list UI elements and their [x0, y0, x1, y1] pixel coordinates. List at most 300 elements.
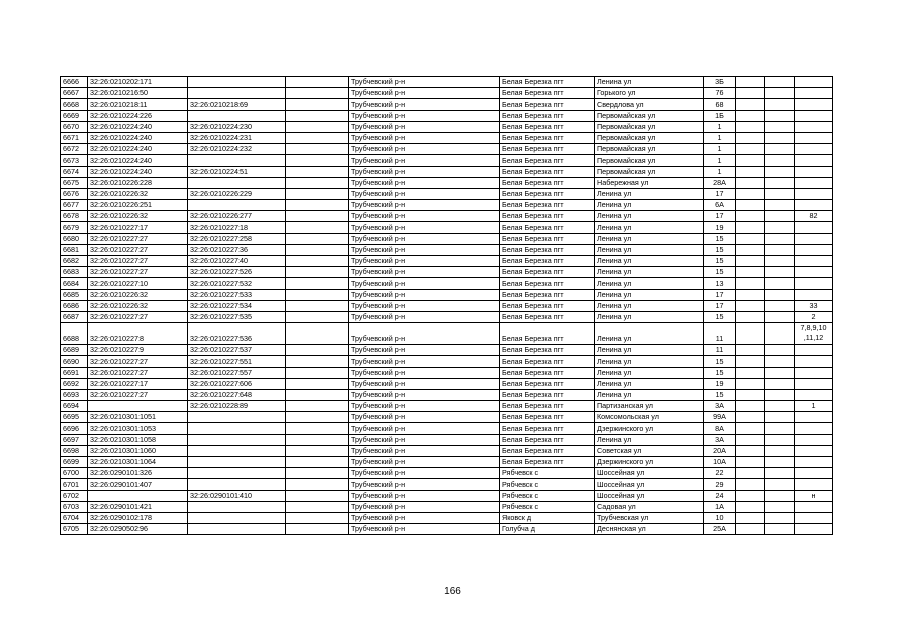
extra-cell-a: [736, 524, 765, 535]
settlement: Белая Березка пгт: [500, 177, 595, 188]
table-row: [61, 233, 833, 244]
street: Ленина ул: [595, 389, 704, 400]
house-number: 1: [704, 155, 736, 166]
district: Трубчевский р-н: [349, 211, 500, 222]
object-cadastral-number: 32:26:0210227:606: [188, 378, 286, 389]
apartment-number: [795, 457, 833, 468]
street: Ленина ул: [595, 311, 704, 322]
cadastral-number: 32:26:0210227:27: [88, 356, 188, 367]
empty-cell: [286, 490, 349, 501]
cadastral-number: 32:26:0210227:27: [88, 367, 188, 378]
extra-cell-b: [765, 155, 795, 166]
house-number: 99А: [704, 412, 736, 423]
object-cadastral-number: 32:26:0210227:532: [188, 278, 286, 289]
cadastral-number: [88, 401, 188, 412]
row-number: 6677: [61, 200, 88, 211]
row-number: 6687: [61, 311, 88, 322]
settlement: Белая Березка пгт: [500, 267, 595, 278]
settlement: Белая Березка пгт: [500, 144, 595, 155]
apartment-number: [795, 233, 833, 244]
cadastral-number: 32:26:0210224:240: [88, 132, 188, 143]
cadastral-number: 32:26:0210227:27: [88, 389, 188, 400]
apartment-number: [795, 166, 833, 177]
row-number: 6666: [61, 77, 88, 88]
district: Трубчевский р-н: [349, 501, 500, 512]
object-cadastral-number: 32:26:0210224:51: [188, 166, 286, 177]
apartment-number: [795, 88, 833, 99]
cadastral-number: 32:26:0210301:1060: [88, 445, 188, 456]
extra-cell-a: [736, 501, 765, 512]
cadastral-number: 32:26:0290101:421: [88, 501, 188, 512]
street: Ленина ул: [595, 345, 704, 356]
house-number: 6А: [704, 200, 736, 211]
street: Ленина ул: [595, 356, 704, 367]
table-row: [61, 389, 833, 400]
object-cadastral-number: 32:26:0210227:533: [188, 289, 286, 300]
apartment-number: [795, 200, 833, 211]
settlement: Белая Березка пгт: [500, 166, 595, 177]
apartment-number: [795, 512, 833, 523]
settlement: Белая Березка пгт: [500, 412, 595, 423]
object-cadastral-number: [188, 110, 286, 121]
extra-cell-b: [765, 490, 795, 501]
house-number: 8А: [704, 423, 736, 434]
house-number: 15: [704, 311, 736, 322]
extra-cell-b: [765, 267, 795, 278]
extra-cell-b: [765, 77, 795, 88]
extra-cell-b: [765, 356, 795, 367]
house-number: 17: [704, 289, 736, 300]
cadastral-number: 32:26:0210227:27: [88, 256, 188, 267]
object-cadastral-number: 32:26:0210224:232: [188, 144, 286, 155]
apartment-number: [795, 244, 833, 255]
district: Трубчевский р-н: [349, 457, 500, 468]
extra-cell-b: [765, 389, 795, 400]
district: Трубчевский р-н: [349, 468, 500, 479]
street: Ленина ул: [595, 211, 704, 222]
row-number: 6682: [61, 256, 88, 267]
object-cadastral-number: [188, 457, 286, 468]
table-row: [61, 121, 833, 132]
extra-cell-a: [736, 468, 765, 479]
apartment-number: [795, 155, 833, 166]
house-number: 1: [704, 121, 736, 132]
row-number: 6693: [61, 389, 88, 400]
table-row: [61, 445, 833, 456]
object-cadastral-number: 32:26:0210227:534: [188, 300, 286, 311]
house-number: 11: [704, 323, 736, 345]
settlement: Яковск д: [500, 512, 595, 523]
apartment-number: [795, 356, 833, 367]
table-row: [61, 345, 833, 356]
district: Трубчевский р-н: [349, 200, 500, 211]
apartment-number: 82: [795, 211, 833, 222]
table-row: [61, 524, 833, 535]
district: Трубчевский р-н: [349, 177, 500, 188]
district: Трубчевский р-н: [349, 323, 500, 345]
apartment-number: [795, 177, 833, 188]
extra-cell-a: [736, 367, 765, 378]
cadastral-number: 32:26:0210226:32: [88, 188, 188, 199]
district: Трубчевский р-н: [349, 434, 500, 445]
district: Трубчевский р-н: [349, 222, 500, 233]
cadastral-number: 32:26:0210226:228: [88, 177, 188, 188]
object-cadastral-number: [188, 412, 286, 423]
street: Ленина ул: [595, 434, 704, 445]
district: Трубчевский р-н: [349, 77, 500, 88]
extra-cell-a: [736, 177, 765, 188]
cadastral-number: 32:26:0210202:171: [88, 77, 188, 88]
row-number: 6669: [61, 110, 88, 121]
street: Ленина ул: [595, 256, 704, 267]
settlement: Белая Березка пгт: [500, 188, 595, 199]
object-cadastral-number: [188, 501, 286, 512]
apartment-number: [795, 188, 833, 199]
empty-cell: [286, 457, 349, 468]
district: Трубчевский р-н: [349, 278, 500, 289]
empty-cell: [286, 434, 349, 445]
extra-cell-a: [736, 389, 765, 400]
table-row: [61, 501, 833, 512]
empty-cell: [286, 132, 349, 143]
extra-cell-b: [765, 99, 795, 110]
district: Трубчевский р-н: [349, 524, 500, 535]
settlement: Белая Березка пгт: [500, 457, 595, 468]
apartment-number: н: [795, 490, 833, 501]
table-row: [61, 222, 833, 233]
extra-cell-a: [736, 110, 765, 121]
settlement: Белая Березка пгт: [500, 445, 595, 456]
address-register-table: [60, 76, 833, 535]
table-row: [61, 144, 833, 155]
extra-cell-b: [765, 200, 795, 211]
extra-cell-a: [736, 356, 765, 367]
house-number: 28А: [704, 177, 736, 188]
extra-cell-b: [765, 222, 795, 233]
table-row: [61, 188, 833, 199]
street: Комсомольская ул: [595, 412, 704, 423]
house-number: 3А: [704, 434, 736, 445]
object-cadastral-number: 32:26:0210227:258: [188, 233, 286, 244]
row-number: 6696: [61, 423, 88, 434]
extra-cell-b: [765, 256, 795, 267]
apartment-number: [795, 468, 833, 479]
apartment-number: 1: [795, 401, 833, 412]
empty-cell: [286, 144, 349, 155]
street: Садовая ул: [595, 501, 704, 512]
row-number: 6678: [61, 211, 88, 222]
object-cadastral-number: [188, 88, 286, 99]
street: Первомайская ул: [595, 166, 704, 177]
district: Трубчевский р-н: [349, 144, 500, 155]
empty-cell: [286, 468, 349, 479]
table-row: [61, 490, 833, 501]
table-row: [61, 77, 833, 88]
cadastral-number: 32:26:0210218:11: [88, 99, 188, 110]
table-row: [61, 378, 833, 389]
house-number: 20А: [704, 445, 736, 456]
house-number: 15: [704, 356, 736, 367]
apartment-number: [795, 267, 833, 278]
settlement: Белая Березка пгт: [500, 389, 595, 400]
street: Первомайская ул: [595, 110, 704, 121]
object-cadastral-number: [188, 512, 286, 523]
extra-cell-b: [765, 233, 795, 244]
extra-cell-a: [736, 155, 765, 166]
row-number: 6689: [61, 345, 88, 356]
settlement: Голубча д: [500, 524, 595, 535]
table-row: [61, 311, 833, 322]
house-number: 15: [704, 233, 736, 244]
object-cadastral-number: [188, 524, 286, 535]
house-number: 29: [704, 479, 736, 490]
row-number: 6705: [61, 524, 88, 535]
table-row: [61, 110, 833, 121]
object-cadastral-number: 32:26:0210227:551: [188, 356, 286, 367]
extra-cell-a: [736, 166, 765, 177]
row-number: 6694: [61, 401, 88, 412]
extra-cell-a: [736, 222, 765, 233]
table-row: [61, 367, 833, 378]
page-number: 166: [444, 586, 461, 597]
house-number: 15: [704, 389, 736, 400]
settlement: Рябчевск с: [500, 501, 595, 512]
object-cadastral-number: 32:26:0210227:648: [188, 389, 286, 400]
cadastral-number: 32:26:0210301:1053: [88, 423, 188, 434]
cadastral-number: 32:26:0210301:1058: [88, 434, 188, 445]
house-number: 15: [704, 367, 736, 378]
apartment-number: [795, 367, 833, 378]
empty-cell: [286, 289, 349, 300]
house-number: 76: [704, 88, 736, 99]
settlement: Белая Березка пгт: [500, 378, 595, 389]
table-row: [61, 468, 833, 479]
district: Трубчевский р-н: [349, 412, 500, 423]
table-row: [61, 289, 833, 300]
empty-cell: [286, 501, 349, 512]
object-cadastral-number: 32:26:0210227:537: [188, 345, 286, 356]
cadastral-number: 32:26:0290101:326: [88, 468, 188, 479]
district: Трубчевский р-н: [349, 188, 500, 199]
apartment-number: [795, 99, 833, 110]
district: Трубчевский р-н: [349, 233, 500, 244]
cadastral-number: 32:26:0210227:8: [88, 323, 188, 345]
district: Трубчевский р-н: [349, 423, 500, 434]
extra-cell-a: [736, 479, 765, 490]
house-number: 15: [704, 267, 736, 278]
object-cadastral-number: 32:26:0210227:526: [188, 267, 286, 278]
row-number: 6691: [61, 367, 88, 378]
object-cadastral-number: 32:26:0210224:230: [188, 121, 286, 132]
house-number: 1: [704, 144, 736, 155]
empty-cell: [286, 389, 349, 400]
district: Трубчевский р-н: [349, 311, 500, 322]
apartment-number: 33: [795, 300, 833, 311]
table-row: [61, 155, 833, 166]
extra-cell-a: [736, 311, 765, 322]
extra-cell-a: [736, 256, 765, 267]
extra-cell-a: [736, 512, 765, 523]
row-number: 6698: [61, 445, 88, 456]
extra-cell-b: [765, 367, 795, 378]
object-cadastral-number: 32:26:0210224:231: [188, 132, 286, 143]
empty-cell: [286, 378, 349, 389]
table-row: [61, 278, 833, 289]
settlement: Белая Березка пгт: [500, 88, 595, 99]
empty-cell: [286, 445, 349, 456]
district: Трубчевский р-н: [349, 132, 500, 143]
empty-cell: [286, 479, 349, 490]
extra-cell-a: [736, 490, 765, 501]
street: Первомайская ул: [595, 144, 704, 155]
apartment-number: [795, 144, 833, 155]
table-row: [61, 88, 833, 99]
settlement: Белая Березка пгт: [500, 356, 595, 367]
empty-cell: [286, 401, 349, 412]
row-number: 6685: [61, 289, 88, 300]
empty-cell: [286, 121, 349, 132]
extra-cell-a: [736, 278, 765, 289]
district: Трубчевский р-н: [349, 356, 500, 367]
extra-cell-a: [736, 289, 765, 300]
table-row: [61, 267, 833, 278]
settlement: Рябчевск с: [500, 468, 595, 479]
street: Партизанская ул: [595, 401, 704, 412]
extra-cell-a: [736, 144, 765, 155]
cadastral-number: 32:26:0210224:226: [88, 110, 188, 121]
cadastral-number: 32:26:0210227:10: [88, 278, 188, 289]
apartment-number: [795, 345, 833, 356]
object-cadastral-number: [188, 177, 286, 188]
table-row: [61, 244, 833, 255]
settlement: Белая Березка пгт: [500, 311, 595, 322]
cadastral-number: 32:26:0210227:17: [88, 378, 188, 389]
table-row: [61, 401, 833, 412]
house-number: 17: [704, 300, 736, 311]
settlement: Белая Березка пгт: [500, 77, 595, 88]
house-number: 15: [704, 256, 736, 267]
extra-cell-b: [765, 278, 795, 289]
house-number: 15: [704, 244, 736, 255]
street: Ленина ул: [595, 233, 704, 244]
extra-cell-a: [736, 244, 765, 255]
settlement: Белая Березка пгт: [500, 121, 595, 132]
extra-cell-a: [736, 300, 765, 311]
settlement: Белая Березка пгт: [500, 434, 595, 445]
extra-cell-b: [765, 501, 795, 512]
apartment-number: [795, 378, 833, 389]
house-number: 25А: [704, 524, 736, 535]
apartment-number: [795, 412, 833, 423]
extra-cell-b: [765, 88, 795, 99]
extra-cell-b: [765, 378, 795, 389]
street: Ленина ул: [595, 77, 704, 88]
row-number: 6671: [61, 132, 88, 143]
settlement: Белая Березка пгт: [500, 155, 595, 166]
district: Трубчевский р-н: [349, 88, 500, 99]
district: Трубчевский р-н: [349, 401, 500, 412]
district: Трубчевский р-н: [349, 479, 500, 490]
street: Ленина ул: [595, 200, 704, 211]
table-row: [61, 132, 833, 143]
settlement: Белая Березка пгт: [500, 300, 595, 311]
row-number: 6699: [61, 457, 88, 468]
row-number: 6684: [61, 278, 88, 289]
row-number: 6692: [61, 378, 88, 389]
street: Дзержинского ул: [595, 457, 704, 468]
extra-cell-b: [765, 211, 795, 222]
apartment-number: [795, 110, 833, 121]
extra-cell-a: [736, 132, 765, 143]
extra-cell-b: [765, 166, 795, 177]
row-number: 6679: [61, 222, 88, 233]
street: Шоссейная ул: [595, 468, 704, 479]
extra-cell-a: [736, 378, 765, 389]
cadastral-number: 32:26:0210224:240: [88, 166, 188, 177]
street: Первомайская ул: [595, 121, 704, 132]
cadastral-number: 32:26:0210227:27: [88, 267, 188, 278]
empty-cell: [286, 211, 349, 222]
house-number: 68: [704, 99, 736, 110]
cadastral-number: 32:26:0210216:50: [88, 88, 188, 99]
street: Шоссейная ул: [595, 490, 704, 501]
extra-cell-a: [736, 412, 765, 423]
empty-cell: [286, 244, 349, 255]
house-number: 10А: [704, 457, 736, 468]
street: Ленина ул: [595, 267, 704, 278]
empty-cell: [286, 155, 349, 166]
table-row: [61, 200, 833, 211]
object-cadastral-number: 32:26:0210226:277: [188, 211, 286, 222]
cadastral-number: 32:26:0210227:17: [88, 222, 188, 233]
district: Трубчевский р-н: [349, 389, 500, 400]
district: Трубчевский р-н: [349, 300, 500, 311]
extra-cell-b: [765, 244, 795, 255]
extra-cell-b: [765, 434, 795, 445]
empty-cell: [286, 222, 349, 233]
row-number: 6697: [61, 434, 88, 445]
object-cadastral-number: [188, 155, 286, 166]
empty-cell: [286, 300, 349, 311]
row-number: 6690: [61, 356, 88, 367]
settlement: Белая Березка пгт: [500, 423, 595, 434]
settlement: Белая Березка пгт: [500, 200, 595, 211]
district: Трубчевский р-н: [349, 345, 500, 356]
house-number: 22: [704, 468, 736, 479]
row-number: 6683: [61, 267, 88, 278]
row-number: 6702: [61, 490, 88, 501]
street: Ленина ул: [595, 222, 704, 233]
table-row: [61, 166, 833, 177]
extra-cell-a: [736, 434, 765, 445]
extra-cell-a: [736, 77, 765, 88]
extra-cell-b: [765, 188, 795, 199]
street: Горького ул: [595, 88, 704, 99]
extra-cell-b: [765, 323, 795, 345]
apartment-number: [795, 278, 833, 289]
cadastral-number: 32:26:0290502:96: [88, 524, 188, 535]
empty-cell: [286, 323, 349, 345]
object-cadastral-number: [188, 479, 286, 490]
cadastral-number: 32:26:0210226:32: [88, 289, 188, 300]
district: Трубчевский р-н: [349, 267, 500, 278]
settlement: Белая Березка пгт: [500, 99, 595, 110]
settlement: Белая Березка пгт: [500, 367, 595, 378]
row-number: 6688: [61, 323, 88, 345]
settlement: Белая Березка пгт: [500, 233, 595, 244]
empty-cell: [286, 412, 349, 423]
extra-cell-b: [765, 412, 795, 423]
